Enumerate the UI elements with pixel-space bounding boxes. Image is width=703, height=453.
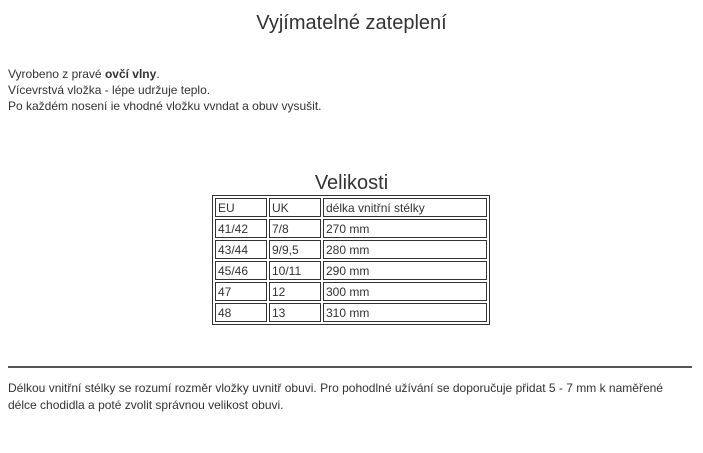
- cell-uk: 9/9,5: [269, 240, 321, 259]
- table-header-row: [215, 198, 487, 217]
- cell-uk: 12: [269, 282, 321, 301]
- cell-eu: 45/46: [215, 261, 267, 280]
- intro-material: ovčí vlny: [104, 67, 157, 81]
- cell-length: 280 mm: [323, 240, 487, 259]
- intro-line-2: Vícevrstvá vložka - lépe udržuje teplo.: [8, 83, 211, 97]
- table-row: [215, 261, 487, 280]
- table-row: [215, 240, 487, 259]
- cell-uk: 10/11: [269, 261, 321, 280]
- header-insole-length: délka vnitřní stélky: [323, 198, 487, 217]
- table-row: [215, 219, 487, 238]
- sizes-title: Velikosti: [314, 172, 389, 194]
- intro-line-1-suffix: .: [156, 67, 160, 81]
- size-table: [212, 195, 490, 325]
- cell-length: 300 mm: [323, 282, 487, 301]
- intro-line-1-prefix: Vyrobeno z pravé: [8, 67, 105, 81]
- header-eu: EU: [215, 198, 267, 217]
- intro-line-1: [8, 66, 322, 82]
- cell-uk: 7/8: [269, 219, 321, 238]
- cell-eu: 48: [215, 303, 267, 322]
- size-note: Délkou vnitřní stélky se rozumí rozměr vložky uvnitř obuvi. Pro pohodlné užívání se doporučuje přidat 5 - 7 mm k naměřené délce chodidla a poté zvolit správnou velikost obuvi.: [8, 381, 663, 412]
- cell-eu: 43/44: [215, 240, 267, 259]
- cell-uk: 13: [269, 303, 321, 322]
- table-row: [215, 282, 487, 301]
- cell-length: 270 mm: [323, 219, 487, 238]
- page-title: Vyjímatelné zateplení: [256, 12, 447, 34]
- intro-text: [8, 66, 322, 114]
- header-uk: UK: [269, 198, 321, 217]
- cell-length: 310 mm: [323, 303, 487, 322]
- cell-eu: 41/42: [215, 219, 267, 238]
- horizontal-divider: [8, 366, 692, 368]
- cell-eu: 47: [215, 282, 267, 301]
- table-row: [215, 303, 487, 322]
- cell-length: 290 mm: [323, 261, 487, 280]
- intro-line-3: Po každém nosení ie vhodné vložku vvndat a obuv vysušit.: [8, 99, 322, 113]
